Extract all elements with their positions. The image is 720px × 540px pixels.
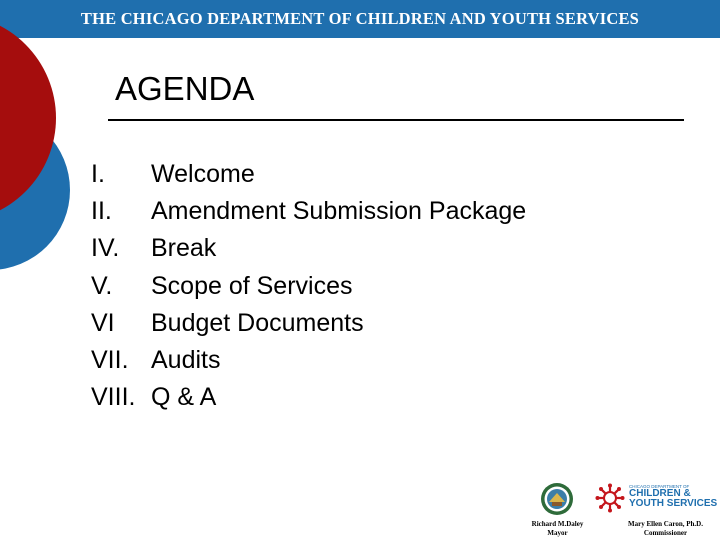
agenda-item [91, 268, 526, 305]
agenda-item-number: VII. [91, 346, 129, 375]
header-banner [0, 0, 720, 38]
agenda-item-number: VIII. [91, 383, 136, 412]
agenda-item [91, 342, 526, 379]
agenda-item-label: Welcome [151, 160, 255, 189]
agenda-item-number: II. [91, 197, 112, 226]
agenda-item-label: Break [151, 234, 217, 263]
agenda-item-number: V. [91, 271, 113, 300]
dcys-wheel-icon [595, 483, 625, 513]
commissioner-role: Commissioner [643, 529, 688, 537]
agenda-item-label: Scope of Services [151, 271, 353, 300]
agenda-item [91, 230, 526, 267]
agenda-item-number: VI [91, 308, 115, 337]
agenda-item-label: Amendment Submission Package [151, 197, 527, 226]
agenda-item [91, 156, 526, 193]
mayor-role: Mayor [547, 529, 568, 537]
commissioner-name: Mary Ellen Caron, Ph.D. [628, 520, 703, 528]
title-divider [108, 119, 684, 121]
footer-logos [525, 480, 720, 540]
agenda-item [91, 379, 526, 416]
agenda-item-number: I. [91, 160, 105, 189]
agenda-item-label: Q & A [151, 383, 217, 412]
decorative-circles [0, 0, 100, 320]
mayor-name: Richard M.Daley [531, 520, 584, 528]
agenda-item [91, 305, 526, 342]
agenda-item-label: Budget Documents [151, 308, 364, 337]
dcys-dept-line: CHICAGO DEPARTMENT OF [629, 484, 690, 489]
dcys-name-line1: CHILDREN & [629, 488, 691, 499]
agenda-list [91, 156, 526, 416]
city-seal-icon [540, 482, 574, 516]
agenda-item [91, 193, 526, 230]
slide-title: AGENDA [115, 70, 255, 107]
agenda-item-number: IV. [91, 234, 120, 263]
dcys-name-line2: YOUTH SERVICES [629, 498, 718, 509]
agenda-item-label: Audits [151, 346, 221, 375]
banner-title: THE CHICAGO DEPARTMENT OF CHILDREN AND YOUTH SERVICES [80, 9, 640, 28]
